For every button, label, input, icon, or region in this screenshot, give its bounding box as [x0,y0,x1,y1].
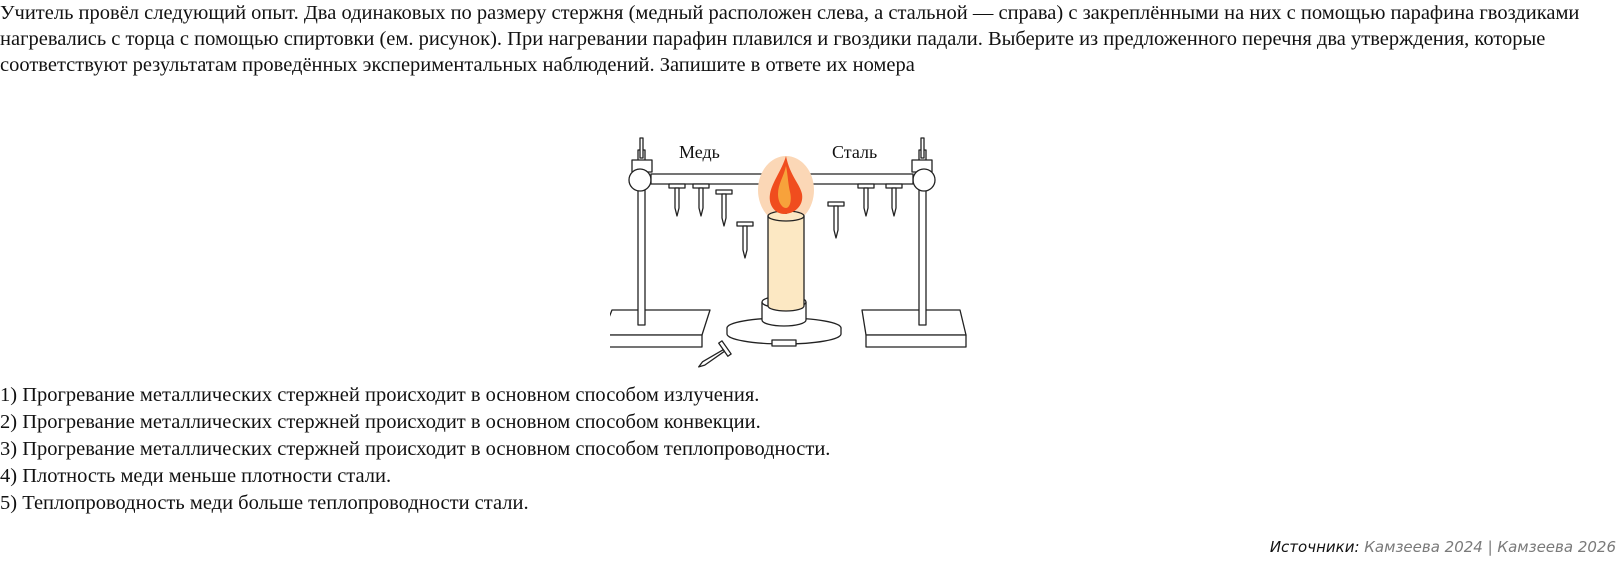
answer-option-4: 4) Плотность меди меньше плотности стали. [0,465,392,487]
answer-option-1: 1) Прогревание металлических стержней происходит в основном способом излучения. [0,384,760,406]
question-text-block [0,0,1600,78]
left-clamp [629,169,651,191]
experiment-figure [610,130,1010,380]
answer-options [0,382,830,517]
right-clamp [913,169,935,191]
steel-label: Сталь [832,142,878,162]
sources-value[interactable]: Камзеева 2024 | Камзеева 2026 [1364,538,1616,556]
sources-label: Источники: [1269,538,1360,556]
answer-option-2: 2) Прогревание металлических стержней происходит в основном способом конвекции. [0,411,761,433]
question-text: Учитель провёл следующий опыт. Два одинаковых по размеру стержня (медный расположен слева, а стальной — справа) с закреплёнными на них с помощью парафина гвоздиками нагревались с торца с помощью спиртовки (ем. рисунок). При нагревании парафин плавился и гвоздики падали. Выберите из предложенного перечня два утверждения, которые соответствуют результатам проведённых экспериментальных наблюдений. Запишите в ответе их номера [0,2,1580,76]
copper-rod [651,174,771,184]
copper-nails [669,184,753,258]
candle-body [768,216,804,311]
answer-option-3: 3) Прогревание металлических стержней происходит в основном способом теплопроводности. [0,438,831,460]
right-stand-base [862,310,966,335]
experiment-illustration [610,130,1010,380]
copper-label: Медь [679,142,720,162]
sources-line [1270,538,1616,556]
right-stand-base-front [866,335,966,347]
left-stand-base-front [610,335,702,347]
answer-option-5: 5) Теплопроводность меди больше теплопроводности стали. [0,492,529,514]
steel-nails [828,184,902,238]
left-stand-base [610,310,710,335]
